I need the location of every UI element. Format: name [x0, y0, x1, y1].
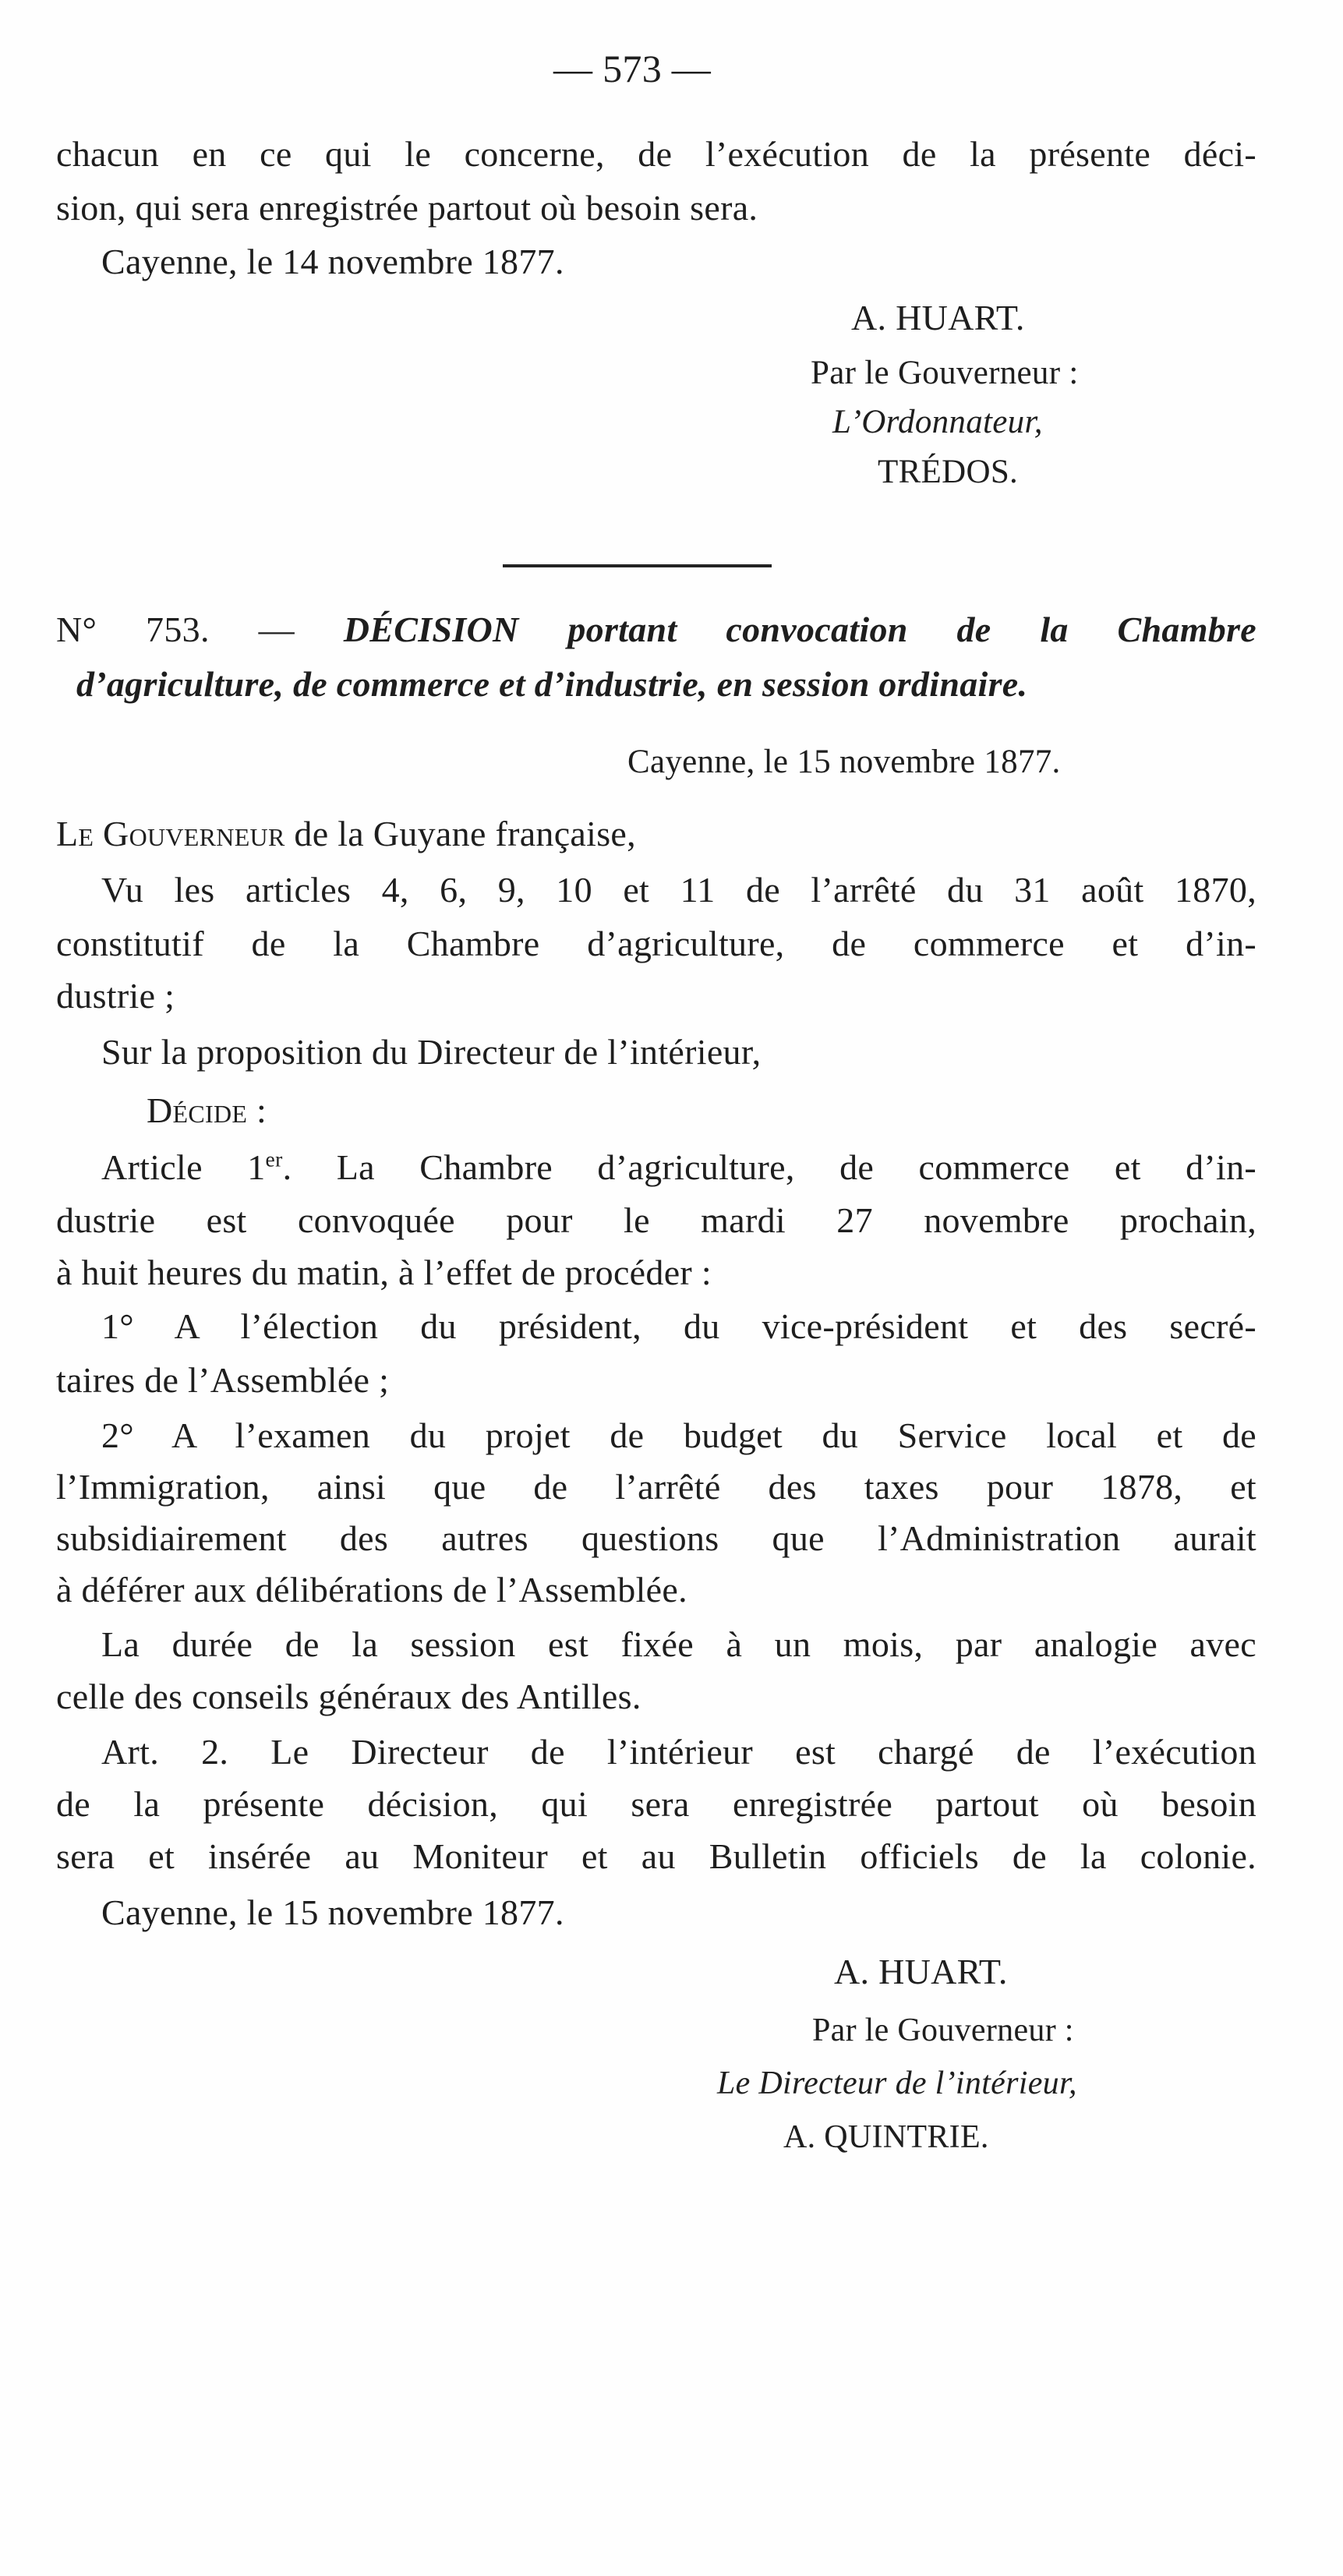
item-2-line-1: 2° A l’examen du projet de budget du Service local et de [101, 1415, 1256, 1455]
item-2-line-4: à déférer aux délibérations de l’Assemblée. [56, 1570, 687, 1610]
article-1-label: Article 1 [101, 1147, 266, 1187]
prev-role: L’Ordonnateur, [832, 404, 1043, 440]
preamble [56, 811, 636, 857]
item-2-line-3: subsidiairement des autres questions que l’Administration aurait [56, 1518, 1256, 1558]
sur-proposition: Sur la proposition du Directeur de l’intérieur, [101, 1032, 762, 1072]
prev-decision-line-2: sion, qui sera enregistrée partout où besoin sera. [56, 188, 758, 228]
item-2-line-2: l’Immigration, ainsi que de l’arrêté des taxes pour 1878, et [56, 1467, 1256, 1507]
decision-title-line-2: d’agriculture, de commerce et d’industrie, en session ordinaire. [76, 664, 1028, 704]
closing-countersigner: A. QUINTRIE. [783, 2119, 989, 2155]
decision-place-date: Cayenne, le 15 novembre 1877. [627, 744, 1061, 780]
duration-line-1: La durée de la session est fixée à un mois, par analogie avec [101, 1624, 1256, 1664]
duration-line-2: celle des conseils généraux des Antilles. [56, 1677, 641, 1716]
article-1-line-1 [101, 1144, 1256, 1191]
article-2-line-3: sera et insérée au Moniteur et au Bulletin officiels de la colonie. [56, 1836, 1256, 1876]
preamble-governor: Le Gouverneur [56, 814, 285, 853]
closing-place-date: Cayenne, le 15 novembre 1877. [101, 1892, 564, 1932]
article-1-line-3: à huit heures du matin, à l’effet de procéder : [56, 1253, 712, 1292]
vu-line-2: constitutif de la Chambre d’agriculture, de commerce et d’in- [56, 924, 1256, 963]
article-2-line-2: de la présente décision, qui sera enregistrée partout où besoin [56, 1784, 1256, 1824]
item-1-line-1: 1° A l’élection du président, du vice-président et des secré- [101, 1306, 1256, 1346]
decision-title-line-1 [56, 606, 1256, 653]
prev-countersigner: TRÉDOS. [878, 454, 1019, 490]
prev-by-governor: Par le Gouverneur : [811, 355, 1079, 391]
prev-signer: A. HUART. [851, 298, 1025, 337]
decision-title: DÉCISION portant convocation de la Chambre [343, 610, 1256, 649]
closing-signer: A. HUART. [834, 1952, 1008, 1991]
closing-role: Le Directeur de l’intérieur, [717, 2065, 1077, 2101]
article-1-superscript: er [265, 1147, 283, 1171]
article-1-text: . La Chambre d’agriculture, de commerce et d’in- [282, 1147, 1256, 1187]
prev-decision-line-1: chacun en ce qui le concerne, de l’exécution de la présente déci- [56, 134, 1256, 174]
separator-rule [503, 564, 772, 567]
closing-by-governor: Par le Gouverneur : [812, 2012, 1074, 2048]
article-1-line-2: dustrie est convoquée pour le mardi 27 novembre prochain, [56, 1200, 1256, 1240]
prev-place-date: Cayenne, le 14 novembre 1877. [101, 242, 564, 281]
item-1-line-2: taires de l’Assemblée ; [56, 1360, 390, 1400]
page-number: — 573 — [553, 47, 712, 90]
preamble-rest: de la Guyane française, [285, 814, 636, 853]
decide-heading: Décide : [147, 1090, 267, 1130]
decision-number: N° 753. — [56, 610, 295, 649]
article-2-line-1: Art. 2. Le Directeur de l’intérieur est chargé de l’exécution [101, 1732, 1256, 1772]
vu-line-3: dustrie ; [56, 976, 175, 1016]
vu-line-1: Vu les articles 4, 6, 9, 10 et 11 de l’arrêté du 31 août 1870, [101, 870, 1256, 910]
